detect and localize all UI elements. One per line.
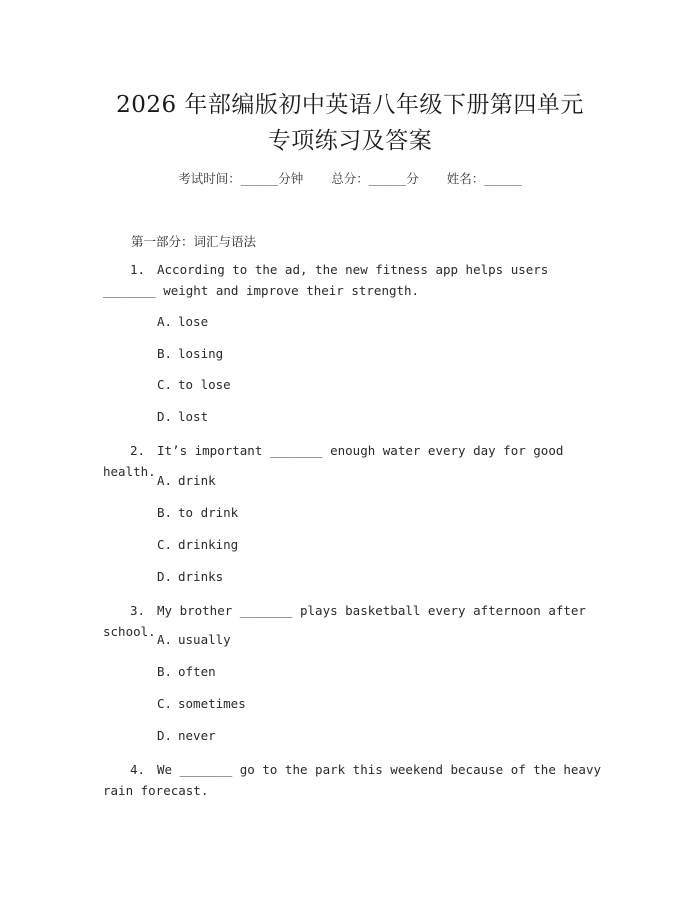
question-number: 4. <box>130 762 146 777</box>
question-number: 3. <box>130 603 146 618</box>
option-letter: B. <box>157 346 173 361</box>
option-1d <box>157 409 208 424</box>
option-2b <box>157 505 238 520</box>
exam-meta <box>0 169 700 187</box>
option-text: drinking <box>178 537 239 552</box>
option-text: lose <box>178 314 209 329</box>
document-title-line2: 专项练习及答案 <box>267 128 433 154</box>
option-letter: D. <box>157 569 173 584</box>
option-text: to drink <box>178 505 239 520</box>
question-text: My brother _______ plays basketball every afternoon after school. <box>103 603 586 639</box>
exam-score: 总分：______分 <box>331 171 419 186</box>
option-2c <box>157 537 238 552</box>
option-3c <box>157 696 246 711</box>
exam-name: 姓名：______ <box>446 171 522 186</box>
option-letter: B. <box>157 505 173 520</box>
option-letter: A. <box>157 314 173 329</box>
option-letter: B. <box>157 664 173 679</box>
option-text: drinks <box>178 569 224 584</box>
option-letter: C. <box>157 377 173 392</box>
option-3a <box>157 632 231 647</box>
question-text: According to the ad, the new fitness app helps users _______ weight and improve their strength. <box>103 262 549 298</box>
option-text: drink <box>178 473 216 488</box>
option-text: usually <box>178 632 231 647</box>
option-letter: D. <box>157 409 173 424</box>
option-letter: A. <box>157 632 173 647</box>
option-3d <box>157 728 216 743</box>
option-1a <box>157 314 208 329</box>
exam-time: 考试时间：______分钟 <box>178 171 304 186</box>
question-text: It’s important _______ enough water every day for good health. <box>103 443 564 479</box>
question-1 <box>103 259 603 301</box>
question-number: 2. <box>130 443 146 458</box>
option-3b <box>157 664 216 679</box>
option-letter: A. <box>157 473 173 488</box>
option-letter: C. <box>157 696 173 711</box>
option-letter: C. <box>157 537 173 552</box>
section-heading: 第一部分：词汇与语法 <box>131 234 257 249</box>
option-letter: D. <box>157 728 173 743</box>
option-text: sometimes <box>178 696 246 711</box>
option-2a <box>157 473 216 488</box>
option-text: to lose <box>178 377 231 392</box>
question-4 <box>103 759 603 801</box>
option-1c <box>157 377 231 392</box>
option-text: losing <box>178 346 224 361</box>
option-2d <box>157 569 223 584</box>
question-text: We _______ go to the park this weekend because of the heavy rain forecast. <box>103 762 602 798</box>
option-text: never <box>178 728 216 743</box>
document-title-line1: 2026 年部编版初中英语八年级下册第四单元 <box>116 92 584 118</box>
option-text: often <box>178 664 216 679</box>
question-number: 1. <box>130 262 146 277</box>
option-text: lost <box>178 409 209 424</box>
option-1b <box>157 346 223 361</box>
